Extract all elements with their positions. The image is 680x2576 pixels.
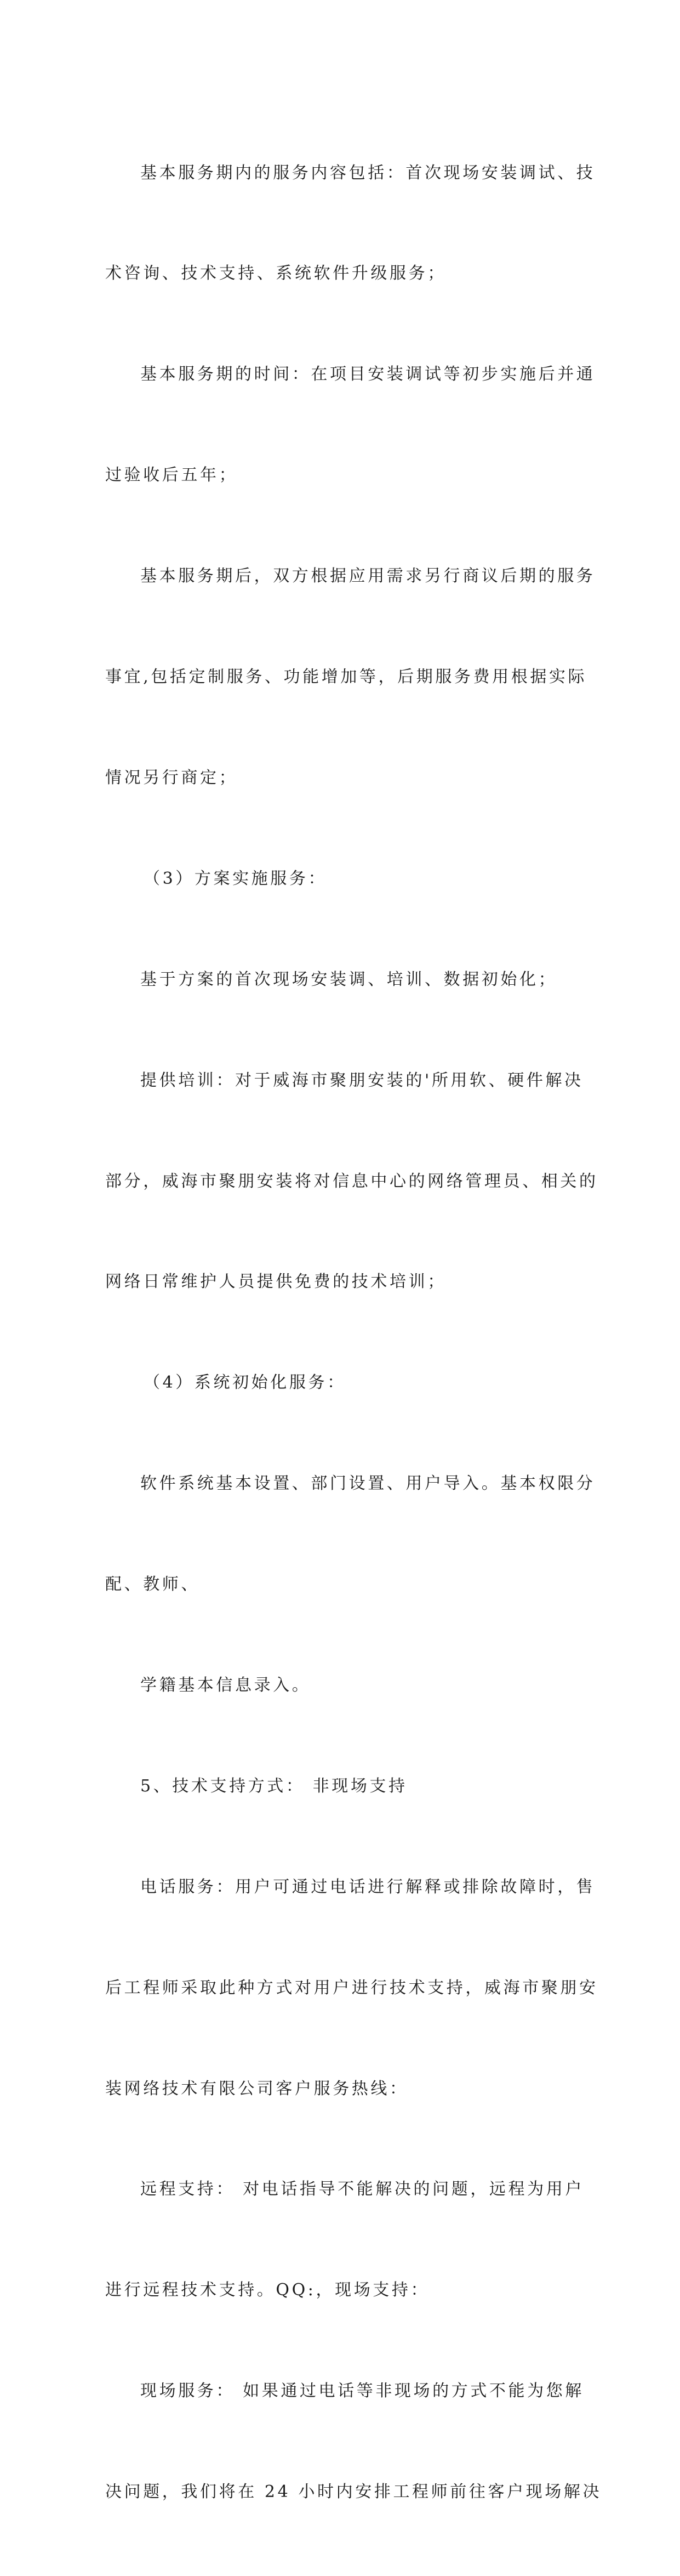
text-line: 提供培训：对于威海市聚朋安装的'所用软、硬件解决 bbox=[140, 1070, 584, 1090]
section-heading: （3）方案实施服务： bbox=[144, 869, 328, 888]
text-line: 过验收后五年； bbox=[105, 466, 238, 485]
text-line: 学籍基本信息录入。 bbox=[140, 1675, 311, 1695]
text-line: 远程支持： 对电话指导不能解决的问题，远程为用户 bbox=[140, 2180, 584, 2199]
text-block bbox=[105, 89, 602, 2576]
text-line: 事宜,包括定制服务、功能增加等，后期服务费用根据实际 bbox=[105, 667, 587, 687]
text-line: 电话服务：用户可通过电话进行解释或排除故障时，售 bbox=[140, 1877, 596, 1897]
text-line: 进行远程技术支持。QQ:，现场支持： bbox=[105, 2280, 430, 2300]
text-line: 基于方案的首次现场安装调、培训、数据初始化； bbox=[140, 969, 558, 989]
text-line: 术咨询、技术支持、系统软件升级服务； bbox=[105, 264, 447, 283]
text-line: 基本服务期的时间：在项目安装调试等初步实施后并通 bbox=[140, 365, 596, 384]
section-heading: 5、技术支持方式： 非现场支持 bbox=[140, 1776, 408, 1796]
text-line: 装网络技术有限公司客户服务热线： bbox=[105, 2079, 409, 2098]
text-line: 决问题，我们将在 24 小时内安排工程师前往客户现场解决 bbox=[105, 2482, 602, 2502]
text-line: 部分，威海市聚朋安装将对信息中心的网络管理员、相关的 bbox=[105, 1171, 598, 1191]
text-line: 情况另行商定； bbox=[105, 768, 238, 787]
text-line: 后工程师采取此种方式对用户进行技术支持，威海市聚朋安 bbox=[105, 1978, 598, 1998]
text-line: 基本服务期内的服务内容包括：首次现场安装调试、技 bbox=[140, 163, 596, 183]
body-text bbox=[105, 89, 602, 2576]
text-line: 现场服务： 如果通过电话等非现场的方式不能为您解 bbox=[140, 2381, 584, 2401]
text-line: 配、教师、 bbox=[105, 1575, 200, 1595]
text-line: 网络日常维护人员提供免费的技术培训； bbox=[105, 1272, 447, 1292]
section-heading: （4）系统初始化服务： bbox=[144, 1373, 346, 1393]
text-line: 基本服务期后，双方根据应用需求另行商议后期的服务 bbox=[140, 566, 596, 586]
text-line: 软件系统基本设置、部门设置、用户导入。基本权限分 bbox=[140, 1474, 596, 1494]
